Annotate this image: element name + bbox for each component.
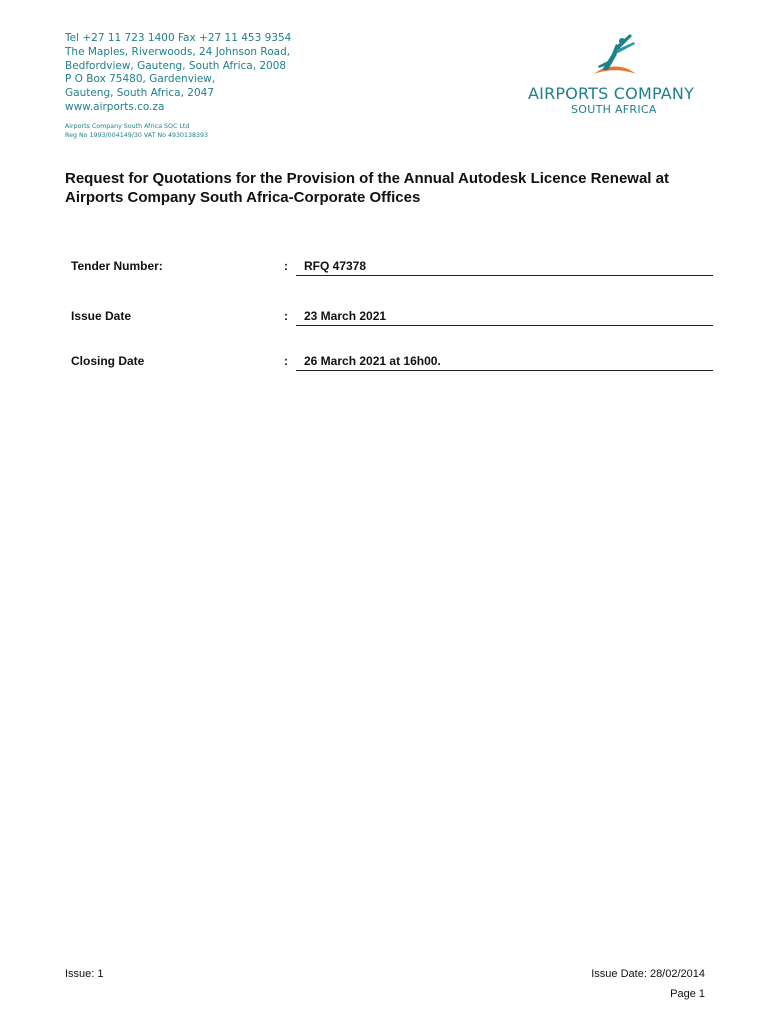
company-subtitle: SOUTH AFRICA	[571, 103, 657, 116]
field-separator: :	[284, 309, 288, 323]
company-logo	[528, 30, 708, 120]
footer-page-number: Page 1	[670, 988, 705, 1000]
field-value: 23 March 2021	[296, 309, 713, 326]
company-name: AIRPORTS COMPANY	[528, 84, 695, 103]
contact-line: P O Box 75480, Gardenview,	[65, 73, 216, 86]
field-label: Issue Date	[71, 309, 132, 323]
field-label: Closing Date	[71, 354, 145, 368]
contact-line: Gauteng, South Africa, 2047	[65, 87, 214, 100]
field-value: 26 March 2021 at 16h00.	[296, 354, 713, 371]
contact-line: Bedfordview, Gauteng, South Africa, 2008	[65, 59, 287, 72]
registration-block	[65, 123, 208, 140]
footer-issue-date: Issue Date: 28/02/2014	[591, 968, 705, 980]
registration-line: Reg No 1993/004149/30 VAT No 4930138393	[65, 131, 209, 139]
registration-line: Airports Company South Africa SOC Ltd	[65, 123, 190, 130]
footer-issue: Issue: 1	[65, 968, 104, 980]
tender-number-row	[71, 259, 711, 279]
website-link[interactable]: www.airports.co.za	[65, 100, 165, 113]
contact-line: The Maples, Riverwoods, 24 Johnson Road,	[65, 45, 291, 58]
closing-date-row	[71, 354, 711, 374]
flying-figure-logo-icon	[590, 30, 640, 82]
field-value: RFQ 47378	[296, 259, 713, 276]
field-separator: :	[284, 259, 288, 273]
issue-date-row	[71, 309, 711, 329]
field-separator: :	[284, 354, 288, 368]
document-title: Request for Quotations for the Provision of the Annual Autodesk Licence Renewal at Airports Company South Africa-Corporate Offices	[65, 170, 669, 206]
contact-block	[65, 32, 291, 115]
field-label: Tender Number:	[71, 259, 163, 273]
contact-line: Tel +27 11 723 1400 Fax +27 11 453 9354	[65, 32, 292, 44]
